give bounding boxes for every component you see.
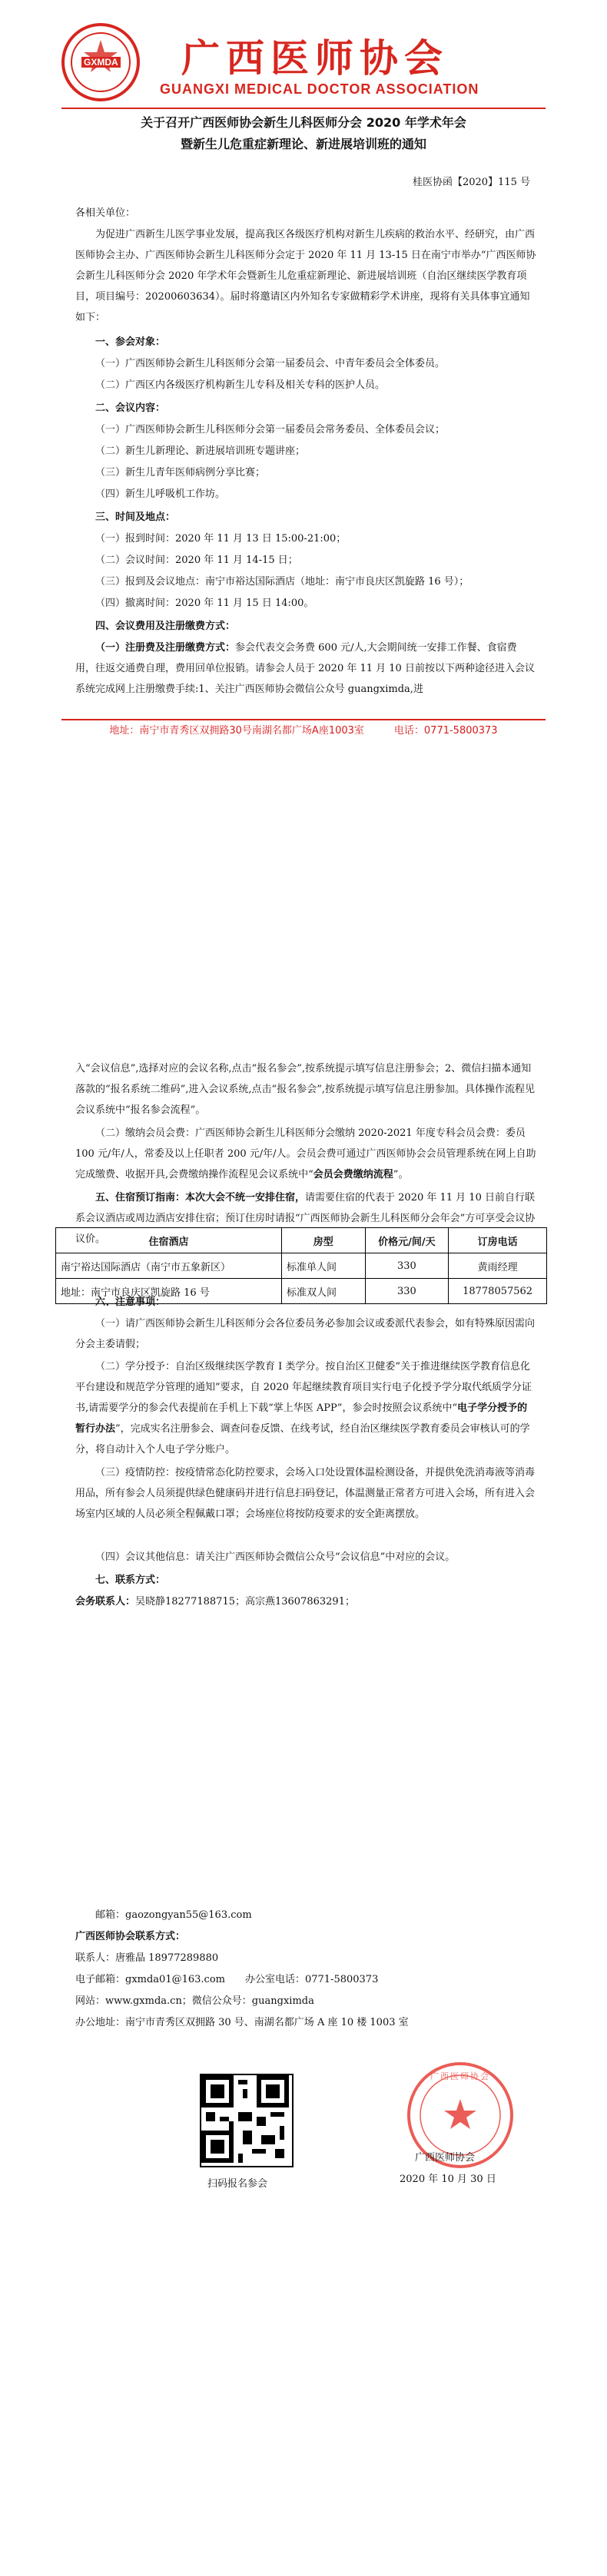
assoc-contact-line: 联系人：唐雅晶 18977289880 bbox=[75, 1952, 219, 1964]
section-4-1-lead: （一）注册费及注册缴费方式： bbox=[95, 642, 236, 654]
section-3-title: 三、时间及地点： bbox=[95, 512, 176, 523]
section-2-title: 二、会议内容： bbox=[95, 402, 166, 414]
doc-title-line2: 暨新生儿危重症新理论、新进展培训班的通知 bbox=[180, 137, 426, 151]
list-item: （二）新生儿新理论、新进展培训班专题讲座； bbox=[95, 445, 306, 457]
signature-org: 广西医师协会 bbox=[415, 2152, 476, 2164]
list-item: （三）报到及会议地点：南宁市裕达国际酒店（地址：南宁市良庆区凯旋路 16 号）； bbox=[95, 576, 469, 588]
list-item: （四）撤离时间：2020 年 11 月 15 日 14:00。 bbox=[95, 598, 314, 609]
list-item: （四）新生儿呼吸机工作坊。 bbox=[95, 488, 226, 500]
list-item: （二）广西区内各级医疗机构新生儿专科及相关专科的医护人员。 bbox=[95, 379, 386, 391]
registration-qr-code[interactable] bbox=[200, 2074, 294, 2167]
contact-name: 黄雨经理 bbox=[449, 1253, 547, 1279]
section-4-2-paragraph bbox=[75, 1123, 536, 1185]
list-item: （一）报到时间：2020 年 11 月 13 日 15:00-21:00； bbox=[95, 533, 347, 545]
list-item: （三）新生儿青年医师病例分享比赛； bbox=[95, 467, 266, 478]
assoc-contact-line: 网站：www.gxmda.cn；微信公众号：guangximda bbox=[75, 1995, 314, 2007]
contact-phone: 18778057562 bbox=[449, 1279, 547, 1304]
section-7-title: 七、联系方式： bbox=[95, 1574, 166, 1586]
qr-code-icon bbox=[201, 2075, 289, 2163]
seal-text: 广西医师协会 bbox=[430, 2071, 490, 2081]
table-header-row bbox=[56, 1228, 547, 1253]
signature-date: 2020 年 10 月 30 日 bbox=[400, 2174, 496, 2185]
section-5-text: 请需要住宿的代表于 2020 年 11 月 10 日前自行联系会议酒店或周边酒店安排住宿；预订住房时请报“广西医师协会新生儿科医师分会年会”方可享受会议协议价。 bbox=[75, 1192, 536, 1245]
footer-divider bbox=[61, 719, 546, 720]
section-4-title: 四、会议费用及注册缴费方式： bbox=[95, 621, 236, 632]
org-name-en: GUANGXI MEDICAL DOCTOR ASSOCIATION bbox=[160, 81, 479, 97]
list-item: （四）会议其他信息：请关注广西医师协会微信公众号“会议信息”中对应的会议。 bbox=[95, 1551, 456, 1563]
association-logo bbox=[61, 23, 140, 101]
section-4-1-paragraph bbox=[75, 637, 536, 700]
hotel-address: 地址：南宁市良庆区凯旋路 16 号 bbox=[56, 1279, 282, 1304]
doc-title-line1: 关于召开广西医师协会新生儿科医师分会 2020 年学术年会 bbox=[141, 115, 466, 130]
org-name-cn: 广西医师协会 bbox=[181, 36, 449, 81]
table-header: 房型 bbox=[281, 1228, 365, 1253]
doc-number: 桂医协函【2020】115 号 bbox=[412, 177, 530, 188]
logo-text: GXMDA bbox=[81, 57, 121, 68]
section-4-2-bold: 会员会费缴纳流程 bbox=[313, 1169, 393, 1180]
room-type: 标准双人间 bbox=[281, 1279, 365, 1304]
room-type: 标准单人间 bbox=[281, 1253, 365, 1279]
section-6-2-end: ”，完成实名注册参会、调查问卷反馈、在线考试，经自治区继续医学教育委员会审核认可的学分，将自动计入个人电子学分账户。 bbox=[75, 1423, 530, 1455]
table-header: 价格元/间/天 bbox=[365, 1228, 449, 1253]
qr-caption: 扫码报名参会 bbox=[207, 2178, 268, 2190]
contact-lead: 会务联系人： bbox=[75, 1596, 136, 1608]
salutation: 各相关单位： bbox=[75, 207, 136, 219]
hotel-name: 南宁裕达国际酒店（南宁市五象新区） bbox=[56, 1253, 282, 1279]
section-6-2-bold: 电子学分授予的暂行办法 bbox=[75, 1402, 528, 1435]
list-item: （一）广西医师协会新生儿科医师分会第一届委员会、中青年委员会全体委员。 bbox=[95, 358, 446, 369]
list-item: （三）疫情防控：按疫情常态化防控要求，会场入口处设置体温检测设备，并提供免洗消毒液等消毒用品，所有参会人员须提供绿色健康码并进行信息扫码登记，体温测量正常者方可进入会场，所有进入会场室内区域的人员必须全程佩戴口罩；会场座位将按防疫要求的安全距离摆放。 bbox=[75, 1467, 536, 1520]
room-price: 330 bbox=[365, 1279, 449, 1304]
table-header: 住宿酒店 bbox=[56, 1228, 282, 1253]
room-price: 330 bbox=[365, 1253, 449, 1279]
assoc-contact-title: 广西医师协会联系方式： bbox=[75, 1931, 186, 1942]
section-4-2-end: ”。 bbox=[393, 1169, 409, 1180]
section-4-1-text: 参会代表交会务费 600 元/人,大会期间统一安排工作餐、食宿费用，往返交通费自理，费用回单位报销。请参会人员于 2020 年 11 月 10 日前按以下两种途径进入会议系统完成网上注册缴费手续:1、关注广西医师协会微信公众号 guangximda,进 bbox=[75, 642, 535, 695]
list-item: （二）会议时间：2020 年 11 月 14-15 日； bbox=[95, 555, 298, 566]
list-item: （一）请广西医师协会新生儿科医师分会各位委员务必参加会议或委派代表参会，如有特殊原因需向分会主委请假； bbox=[75, 1318, 536, 1350]
list-item: （一）广西医师协会新生儿科医师分会第一届委员会常务委员、全体委员会议； bbox=[95, 424, 446, 435]
table-header: 订房电话 bbox=[449, 1228, 547, 1253]
section-6-2-text: （二）学分授予：自治区级继续医学教育 I 类学分。按自治区卫健委“关于推进继续医学教育信息化平台建设和规范学分管理的通知”要求，自 2020 年起继续教育项目实行电子化授予学分取代纸质学分证书,请需要学分的参会代表提前在手机上下载“掌上华医 APP”，参会时按照会议系统中“ bbox=[75, 1361, 532, 1414]
header-divider bbox=[61, 108, 546, 109]
section-4-2-text: （二）缴纳会员会费：广西医师协会新生儿科医师分会缴纳 2020-2021 年度专科会员会费：委员 100 元/年/人，常委及以上任职者 200 元/年/人。会员会费可通过广西医师协会会员管理系统在网上自助完成缴费、收据开具,会费缴纳操作流程见会议系统中“ bbox=[75, 1127, 536, 1180]
list-item bbox=[75, 1356, 536, 1460]
section-6-title: 六、注意事项： bbox=[95, 1296, 166, 1308]
contact-people-line bbox=[75, 1591, 536, 1612]
email-line: 邮箱：gaozongyan55@163.com bbox=[95, 1909, 252, 1921]
section-5-lead: 五、住宿预订指南：本次大会不统一安排住宿， bbox=[95, 1192, 306, 1204]
table-row bbox=[56, 1253, 547, 1279]
intro-paragraph: 为促进广西新生儿医学事业发展，提高我区各级医疗机构对新生儿疾病的救治水平、经研究，由广西医师协会主办、广西医师协会新生儿科医师分会定于 2020 年 11 月 13-15 日在南宁市举办“广西医师协会新生儿科医师分会 2020 年学术年会暨新生儿危重症新理论、新进展培训班（自治区继续医学教育项目，项目编号：20200603634）。届时将邀请区内外知名专家做精彩学术讲座，现将有关具体事宜通知如下： bbox=[75, 229, 536, 323]
contact-people: 吴晓静18277188715；高宗燕13607863291； bbox=[135, 1596, 355, 1608]
page-footer-address: 地址：南宁市青秀区双拥路30号南湖名都广场A座1003室 电话：0771-5800373 bbox=[109, 725, 498, 737]
assoc-contact-line: 电子邮箱：gxmda01@163.com 办公室电话：0771-5800373 bbox=[75, 1974, 379, 1985]
section-4-1-continued: 入“会议信息”,选择对应的会议名称,点击“报名参会”,按系统提示填写信息注册参会；2、微信扫描本通知落款的“报名系统二维码”,进入会议系统,点击“报名参会”,按系统提示填写信息注册参加。具体操作流程见会议系统中“报名参会流程”。 bbox=[75, 1063, 535, 1116]
assoc-contact-line: 办公地址：南宁市青秀区双拥路 30 号、南湖名都广场 A 座 10 楼 1003 室 bbox=[75, 2017, 409, 2028]
section-1-title: 一、参会对象： bbox=[95, 336, 166, 348]
